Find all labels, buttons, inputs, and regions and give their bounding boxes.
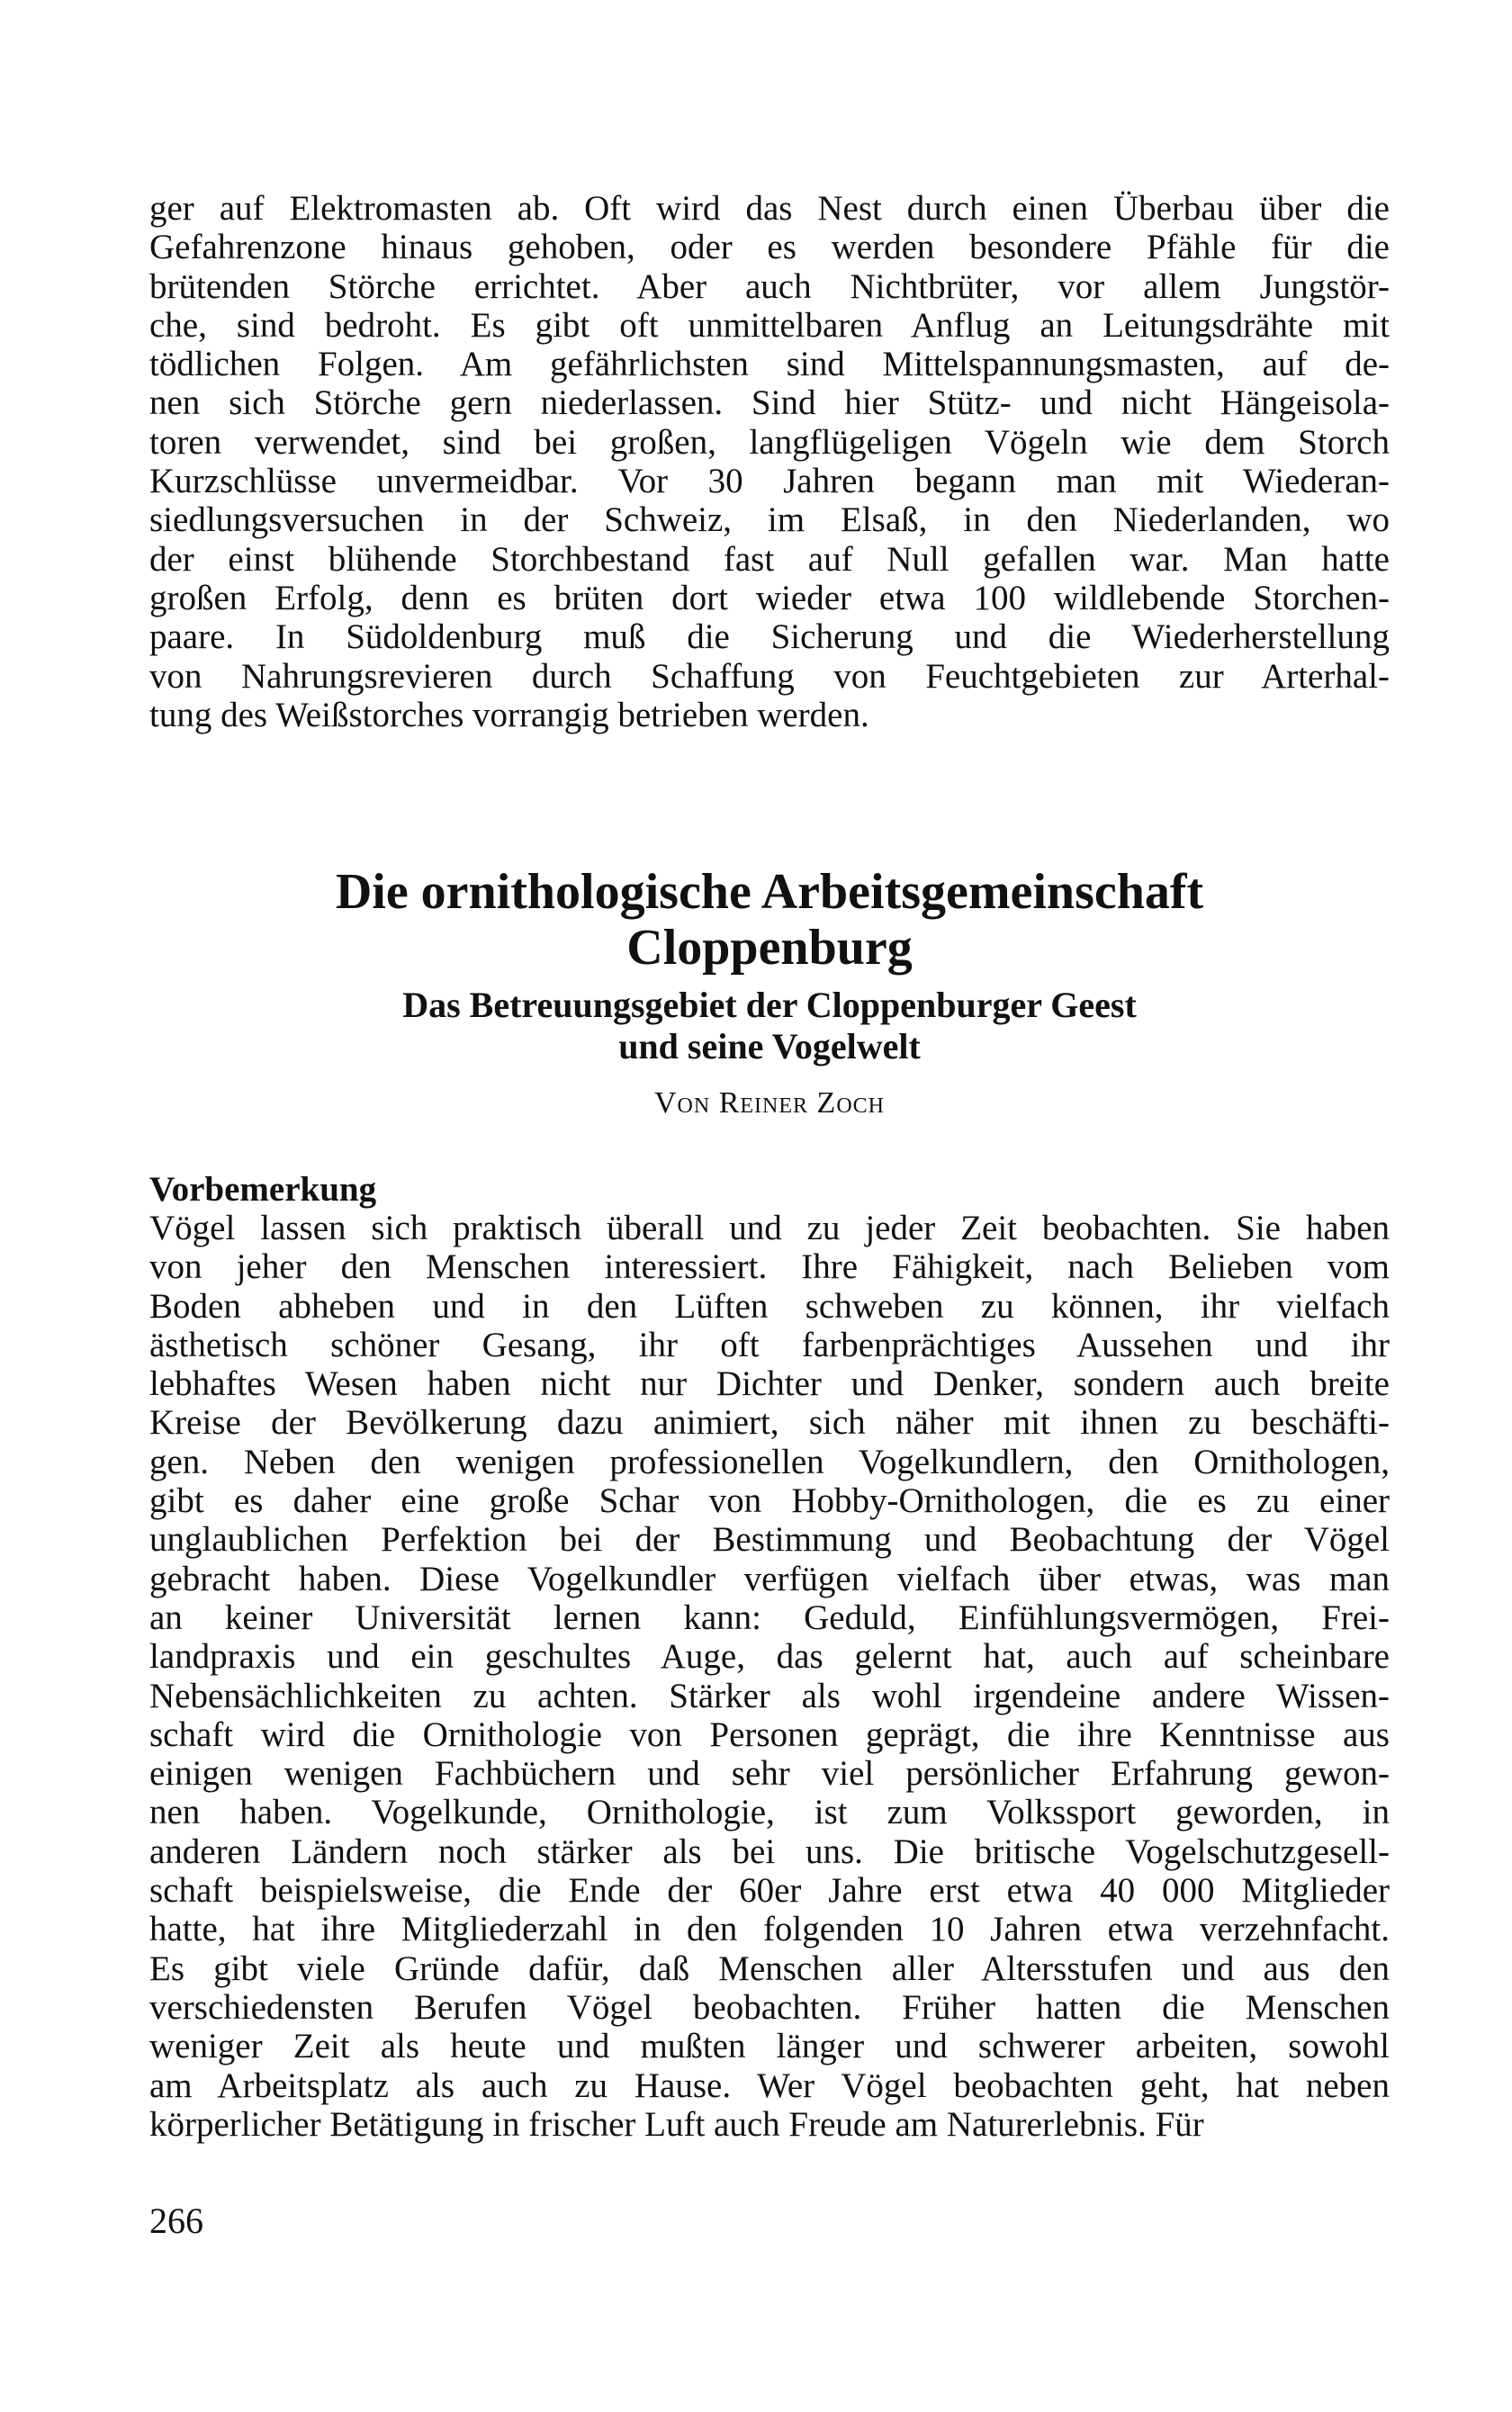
section-paragraph-line: gibt es daher eine große Schar von Hobby-Ornithologen, die es zu einer bbox=[149, 1481, 1390, 1521]
section-paragraph-line: weniger Zeit als heute und mußten länger und schwerer arbeiten, sowohl bbox=[149, 2027, 1390, 2066]
top-paragraph-line: paare. In Südoldenburg muß die Sicherung und die Wiederherstellung bbox=[149, 617, 1390, 657]
section-heading: Vorbemerkung bbox=[149, 1170, 377, 1209]
article-title bbox=[149, 864, 1390, 976]
section-paragraph-line: einigen wenigen Fachbüchern und sehr viel persönlicher Erfahrung gewon- bbox=[149, 1754, 1390, 1794]
section-paragraph-line: Vögel lassen sich praktisch überall und zu jeder Zeit beobachten. Sie haben bbox=[149, 1209, 1390, 1247]
article-title-line-2: Cloppenburg bbox=[626, 920, 913, 976]
section-paragraph-line: am Arbeitsplatz als auch zu Hause. Wer Vögel beobachten geht, hat neben bbox=[149, 2066, 1390, 2105]
top-paragraph-line: nen sich Störche gern niederlassen. Sind hier Stütz- und nicht Hängeisola- bbox=[149, 383, 1390, 423]
section-paragraph-line: verschiedensten Berufen Vögel beobachten. Früher hatten die Menschen bbox=[149, 1987, 1390, 2027]
top-paragraph-line: von Nahrungsrevieren durch Schaffung von Feuchtgebieten zur Arterhal- bbox=[149, 656, 1390, 696]
section-paragraph-line: ästhetisch schöner Gesang, ihr oft farbenprächtiges Aussehen und ihr bbox=[149, 1325, 1390, 1364]
section-paragraph-line: lebhaftes Wesen haben nicht nur Dichter und Denker, sondern auch breite bbox=[149, 1364, 1390, 1404]
top-paragraph-line: che, sind bedroht. Es gibt oft unmittelbaren Anflug an Leitungsdrähte mit bbox=[149, 305, 1390, 345]
top-paragraph-line: toren verwendet, sind bei großen, langflügeligen Vögeln wie dem Storch bbox=[149, 422, 1390, 462]
section-paragraph bbox=[149, 1209, 1390, 2144]
section-paragraph-line: Es gibt viele Gründe dafür, daß Menschen aller Altersstufen und aus den bbox=[149, 1948, 1390, 1988]
section-paragraph-line: von jeher den Menschen interessiert. Ihre Fähigkeit, nach Belieben vom bbox=[149, 1247, 1390, 1287]
top-paragraph-line: brütenden Störche errichtet. Aber auch Nichtbrüter, vor allem Jungstör- bbox=[149, 266, 1390, 306]
top-paragraph-line: Kurzschlüsse unvermeidbar. Vor 30 Jahren begann man mit Wiederan- bbox=[149, 462, 1390, 501]
section-paragraph-line: gen. Neben den wenigen professionellen Vogelkundlern, den Ornithologen, bbox=[149, 1442, 1390, 1481]
section-paragraph-line: hatte, hat ihre Mitgliederzahl in den folgenden 10 Jahren etwa verzehnfacht. bbox=[149, 1910, 1390, 1949]
section-paragraph-line: landpraxis und ein geschultes Auge, das gelernt hat, auch auf scheinbare bbox=[149, 1637, 1390, 1677]
top-paragraph-line: der einst blühende Storchbestand fast auf Null gefallen war. Man hatte bbox=[149, 539, 1390, 579]
section-paragraph-line: nen haben. Vogelkunde, Ornithologie, ist zum Volkssport geworden, in bbox=[149, 1793, 1390, 1832]
section-paragraph-line: körperlicher Betätigung in frischer Luft auch Freude am Naturerlebnis. Für bbox=[149, 2104, 1204, 2144]
article-subtitle bbox=[149, 985, 1390, 1067]
page-number: 266 bbox=[149, 2200, 203, 2241]
section-paragraph-line: unglaublichen Perfektion bei der Bestimmung und Beobachtung der Vögel bbox=[149, 1520, 1390, 1560]
article-header bbox=[149, 864, 1390, 1121]
top-paragraph bbox=[149, 189, 1390, 734]
top-paragraph-block bbox=[149, 189, 1390, 734]
section-paragraph-line: Nebensächlichkeiten zu achten. Stärker als wohl irgendeine andere Wissen- bbox=[149, 1676, 1390, 1715]
top-paragraph-line: ger auf Elektromasten ab. Oft wird das Nest durch einen Überbau über die bbox=[149, 189, 1390, 228]
top-paragraph-line: siedlungsversuchen in der Schweiz, im Elsaß, in den Niederlanden, wo bbox=[149, 500, 1390, 540]
article-subtitle-line-1: Das Betreuungsgebiet der Cloppenburger Geest bbox=[402, 985, 1137, 1025]
article-title-line-1: Die ornithologische Arbeitsgemeinschaft bbox=[335, 864, 1204, 920]
section-vorbemerkung bbox=[149, 1170, 1390, 2144]
section-paragraph-line: Boden abheben und in den Lüften schweben zu können, ihr vielfach bbox=[149, 1286, 1390, 1326]
top-paragraph-line: Gefahrenzone hinaus gehoben, oder es werden besondere Pfähle für die bbox=[149, 228, 1390, 267]
article-subtitle-line-2: und seine Vogelwelt bbox=[618, 1026, 921, 1066]
top-paragraph-line: großen Erfolg, denn es brüten dort wieder etwa 100 wildlebende Storchen- bbox=[149, 578, 1390, 617]
section-paragraph-line: gebracht haben. Diese Vogelkundler verfügen vielfach über etwas, was man bbox=[149, 1559, 1390, 1598]
top-paragraph-line: tung des Weißstorches vorrangig betrieben werden. bbox=[149, 695, 869, 734]
section-paragraph-line: an keiner Universität lernen kann: Geduld, Einfühlungsvermögen, Frei- bbox=[149, 1598, 1390, 1637]
top-paragraph-line: tödlichen Folgen. Am gefährlichsten sind Mittelspannungsmasten, auf de- bbox=[149, 345, 1390, 384]
section-paragraph-line: Kreise der Bevölkerung dazu animiert, sich näher mit ihnen zu beschäfti- bbox=[149, 1403, 1390, 1443]
section-paragraph-line: anderen Ländern noch stärker als bei uns. Die britische Vogelschutzgesell- bbox=[149, 1832, 1390, 1871]
section-paragraph-line: schaft beispielsweise, die Ende der 60er Jahre erst etwa 40 000 Mitglieder bbox=[149, 1871, 1390, 1911]
article-author: Von Reiner Zoch bbox=[654, 1086, 885, 1120]
section-paragraph-line: schaft wird die Ornithologie von Personen geprägt, die ihre Kenntnisse aus bbox=[149, 1714, 1390, 1754]
